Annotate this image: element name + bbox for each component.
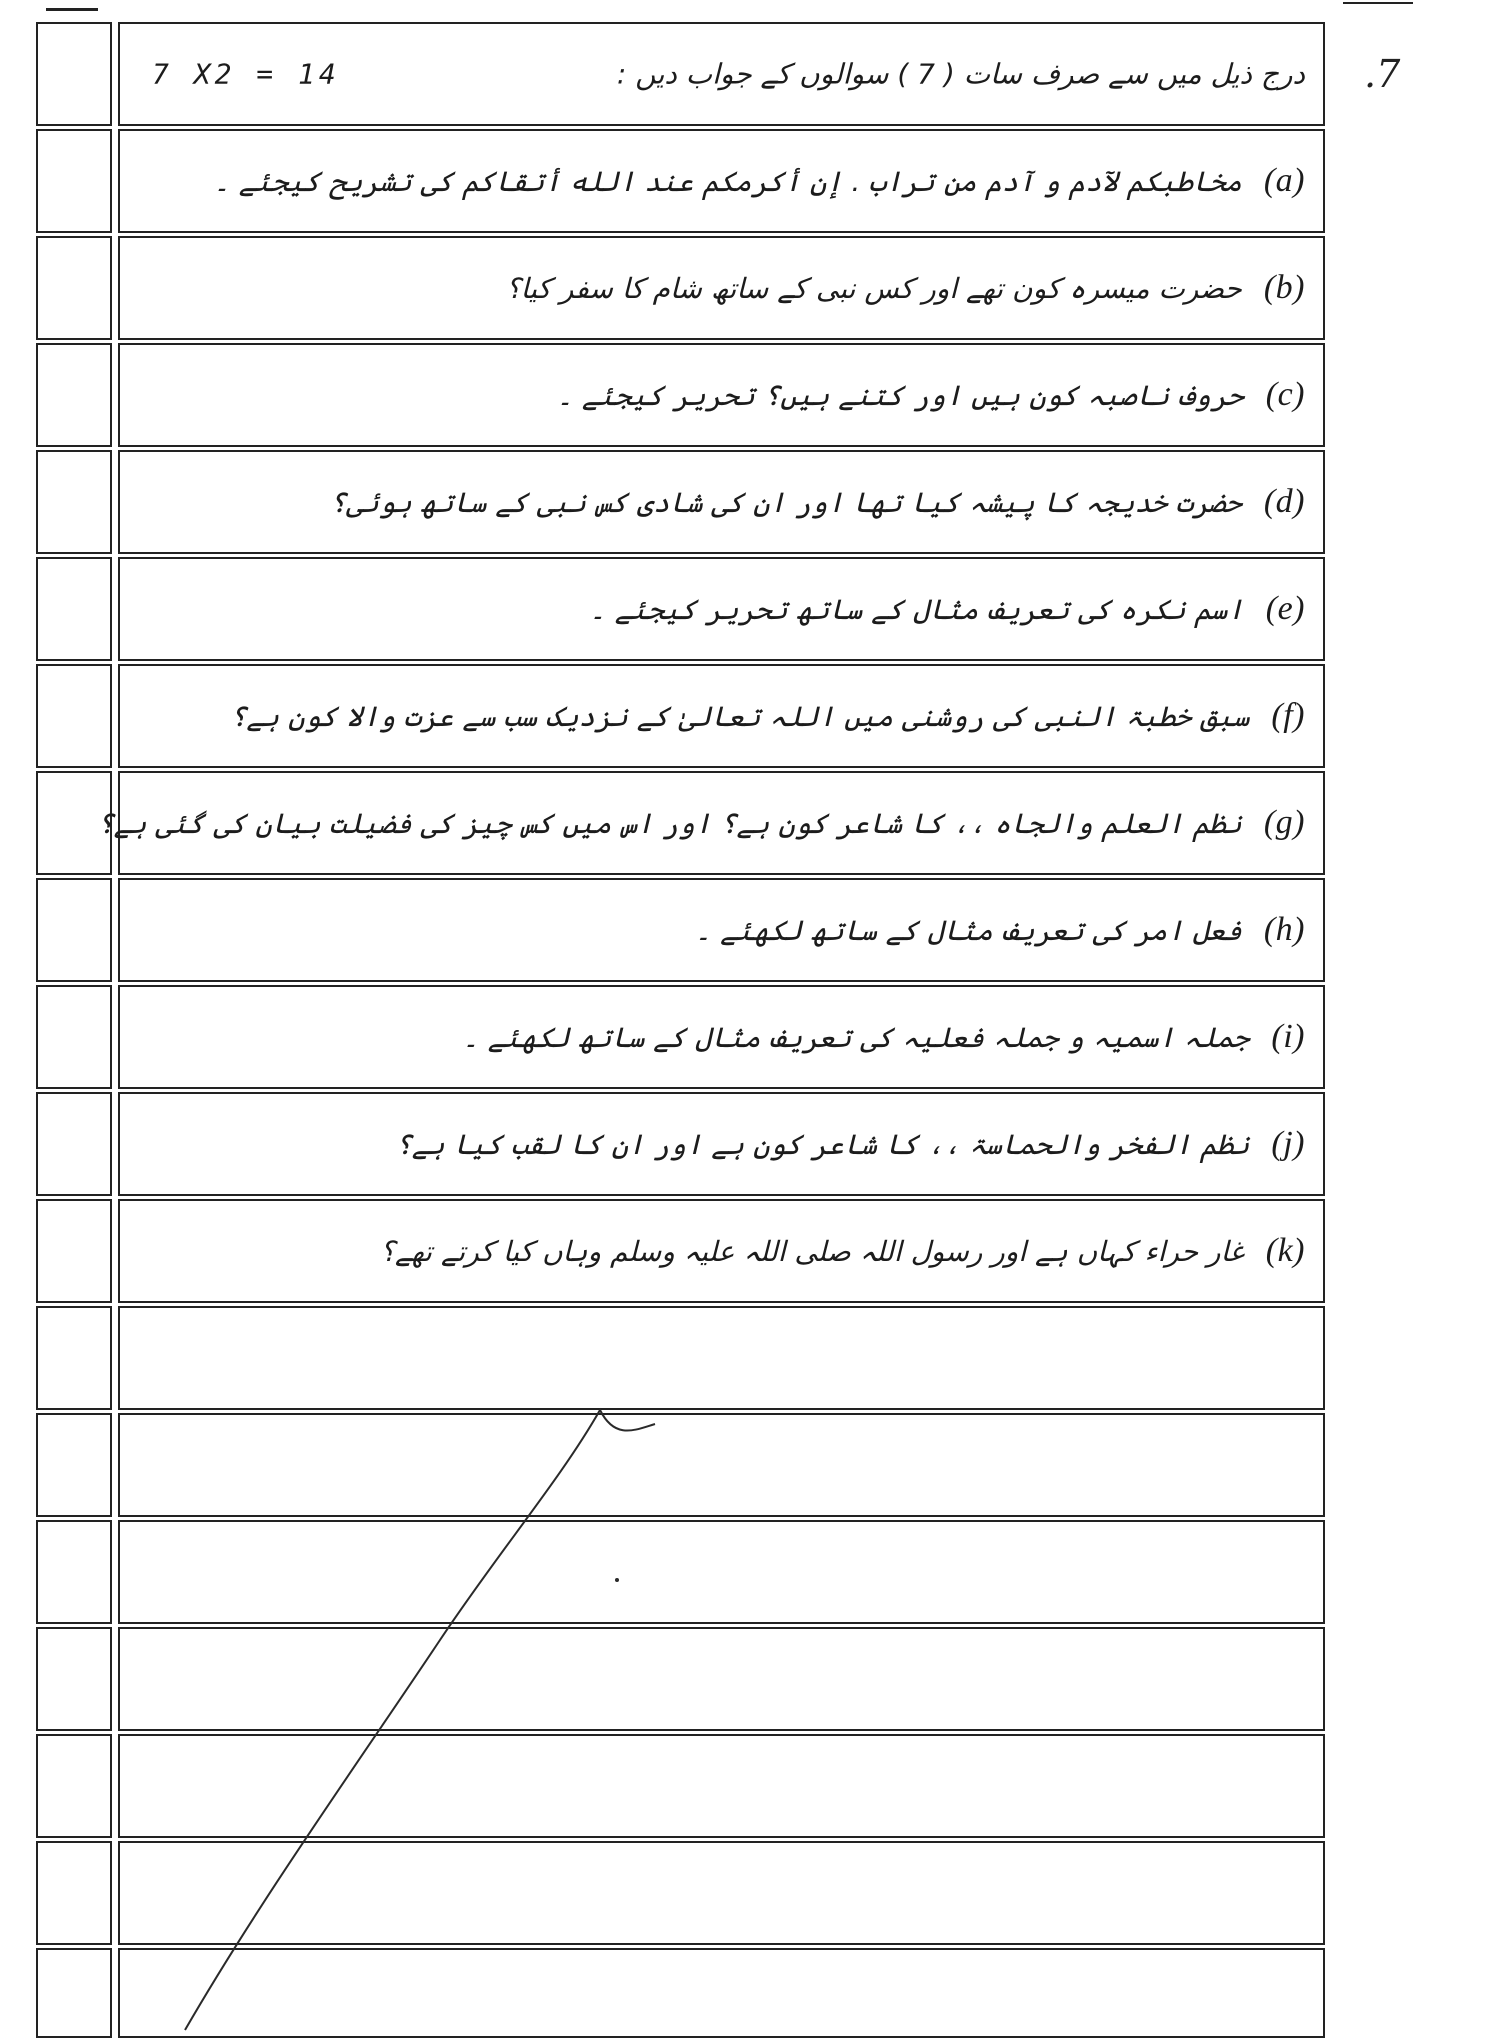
question-body: سبق خطبۃ النبی کی روشنی میں اللہ تعالیٰ کے نزدیک سب سے عزت والا کون ہے؟	[229, 700, 1250, 733]
question-row	[118, 985, 1325, 1089]
question-label: (c)	[1265, 376, 1305, 413]
question-label: (f)	[1271, 697, 1305, 734]
question-row	[118, 664, 1325, 768]
left-cell	[36, 1627, 112, 1731]
left-cell	[36, 1520, 112, 1624]
blank-row	[118, 1306, 1325, 1410]
left-cell	[36, 129, 112, 233]
instruction-text: درج ذیل میں سے صرف سات ( 7 ) سوالوں کے جواب دیں :	[616, 57, 1305, 91]
question-number: .7	[1364, 52, 1401, 96]
question-body: حروف ناصبہ کون ہیں اور کتنے ہیں؟ تحریر کیجئے ۔	[556, 379, 1244, 412]
question-body: غار حراء کہاں ہے اور رسول اللہ صلی اللہ علیہ وسلم وہاں کیا کرتے تھے؟	[380, 1235, 1244, 1268]
question-row	[118, 878, 1325, 982]
left-cell	[36, 985, 112, 1089]
left-cell	[36, 1841, 112, 1945]
question-text	[589, 590, 1305, 628]
blank-row	[118, 1841, 1325, 1945]
header-row	[118, 22, 1325, 126]
left-cell	[36, 1734, 112, 1838]
question-label: (h)	[1263, 911, 1305, 948]
question-text	[230, 697, 1305, 735]
question-row	[118, 557, 1325, 661]
top-left-mark	[46, 0, 98, 11]
left-cell	[36, 878, 112, 982]
question-label: (b)	[1263, 269, 1305, 306]
header-left-cell	[36, 22, 112, 126]
question-body: مخاطبکم لآدم و آدم من تراب . إن أکرمکم عند الله أتقاکم کی تشریح کیجئے ۔	[213, 165, 1242, 198]
question-text	[506, 269, 1305, 307]
question-row	[97, 771, 1325, 875]
left-cell	[36, 1948, 112, 2038]
question-row	[118, 450, 1325, 554]
left-cell	[36, 1413, 112, 1517]
left-cell	[36, 1199, 112, 1303]
question-label: (a)	[1263, 162, 1305, 199]
question-body: نظم العلم والجاہ ،، کا شاعر کون ہے؟ اور اس میں کس چیز کی فضیلت بیان کی گئی ہے؟	[97, 807, 1242, 840]
question-body: حضرت خدیجہ کا پیشہ کیا تھا اور ان کی شادی کس نبی کے ساتھ ہوئی؟	[329, 486, 1242, 519]
question-text	[97, 804, 1305, 842]
left-cell	[36, 664, 112, 768]
question-text	[557, 376, 1305, 414]
left-cell	[36, 343, 112, 447]
question-label: (d)	[1263, 483, 1305, 520]
question-body: فعل امر کی تعریف مثال کے ساتھ لکھئے ۔	[694, 914, 1242, 947]
question-label: (e)	[1265, 590, 1305, 627]
question-text	[395, 1125, 1305, 1163]
question-row	[118, 1199, 1325, 1303]
left-cell	[36, 450, 112, 554]
question-label: (g)	[1263, 804, 1305, 841]
question-text	[462, 1018, 1305, 1056]
blank-row	[118, 1948, 1325, 2038]
question-text	[214, 162, 1306, 200]
question-text	[330, 483, 1305, 521]
question-row	[118, 1092, 1325, 1196]
marks-formula: 7 X2 = 14	[152, 57, 340, 91]
blank-row	[118, 1520, 1325, 1624]
left-cell	[36, 557, 112, 661]
left-cell	[36, 1306, 112, 1410]
top-right-mark	[1343, 0, 1413, 4]
question-row	[118, 129, 1325, 233]
question-body: حضرت میسرہ کون تھے اور کس نبی کے ساتھ شام کا سفر کیا؟	[505, 272, 1242, 305]
question-body: جملہ اسمیہ و جملہ فعلیہ کی تعریف مثال کے ساتھ لکھئے ۔	[462, 1021, 1250, 1054]
question-label: (i)	[1271, 1018, 1305, 1055]
left-cell	[36, 236, 112, 340]
blank-row	[118, 1734, 1325, 1838]
question-body: نظم الفخر والحماسۃ ،، کا شاعر کون ہے اور ان کا لقب کیا ہے؟	[395, 1128, 1250, 1161]
question-label: (j)	[1271, 1125, 1305, 1162]
question-row	[118, 343, 1325, 447]
blank-row	[118, 1413, 1325, 1517]
question-text	[695, 911, 1305, 949]
question-row	[118, 236, 1325, 340]
question-text	[380, 1232, 1305, 1270]
question-body: اسم نکرہ کی تعریف مثال کے ساتھ تحریر کیجئے ۔	[589, 593, 1244, 626]
left-cell	[36, 1092, 112, 1196]
question-label: (k)	[1265, 1232, 1305, 1269]
blank-row	[118, 1627, 1325, 1731]
